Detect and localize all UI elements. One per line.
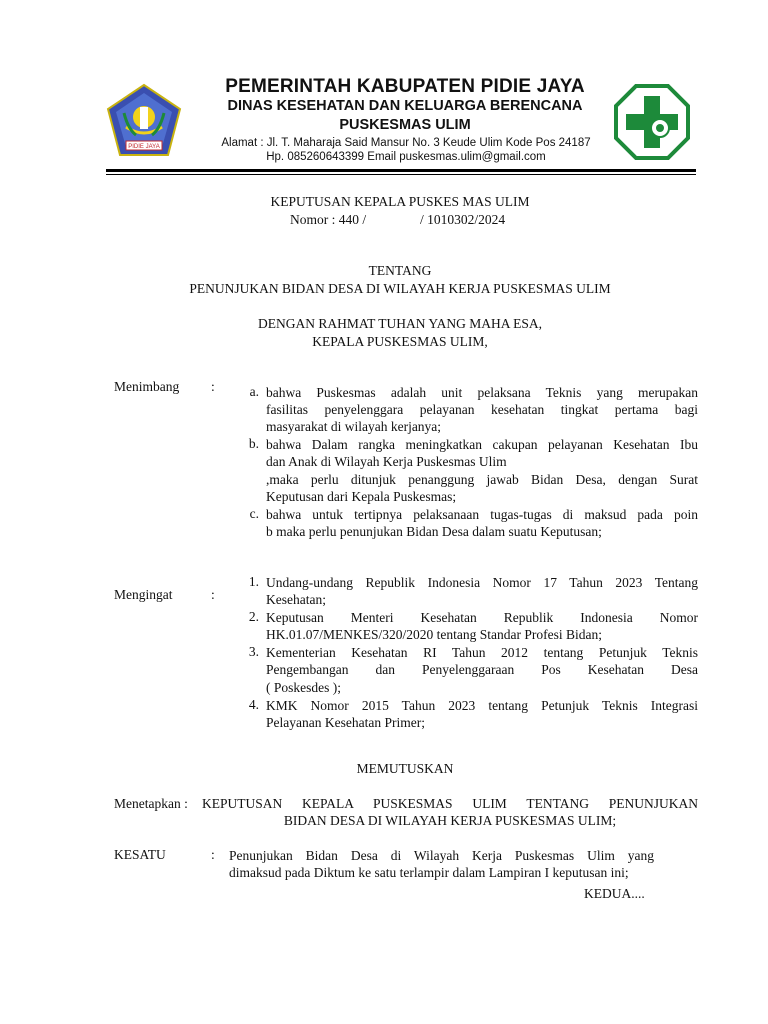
rahmat-line: DENGAN RAHMAT TUHAN YANG MAHA ESA, [257,316,542,331]
mengingat-3-line2: Pengembangan dan Penyelenggaraan Pos Kesehatan Desa [266,662,698,677]
menimbang-b-line3: ,maka perlu ditunjuk penanggung jawab Bidan Desa, dengan Surat [266,472,698,487]
menimbang-colon: : [211,379,215,394]
kesatu-line1: Penunjukan Bidan Desa di Wilayah Kerja Puskesmas Ulim yang [229,848,654,863]
decree-title: KEPUTUSAN KEPALA PUSKES MAS ULIM [270,194,530,209]
mengingat-3-line3: ( Poskesdes ); [266,680,341,695]
mengingat-label: Mengingat [114,587,173,602]
menimbang-a-line1: bahwa Puskesmas adalah unit pelaksana Teknis yang merupakan [266,385,698,400]
continuation-marker: KEDUA.... [584,886,645,901]
mengingat-2-line2: HK.01.07/MENKES/320/2020 tentang Standar Profesi Bidan; [266,627,602,642]
pidie-jaya-emblem-icon [106,83,182,159]
kop-puskesmas-name: PUSKESMAS ULIM [339,117,471,133]
decree-number-prefix: Nomor : 440 / [290,212,367,227]
kop-contact: Hp. 085260643399 Email puskesmas.ulim@gmail.com [266,151,546,163]
mengingat-1-line1: Undang-undang Republik Indonesia Nomor 17 Tahun 2023 Tentang [266,575,698,590]
decree-subject: PENUNJUKAN BIDAN DESA DI WILAYAH KERJA PUSKESMAS ULIM [189,281,611,296]
kesatu-colon: : [211,847,215,862]
mengingat-3-line1: Kementerian Kesehatan RI Tahun 2012 tentang Petunjuk Teknis [266,645,698,660]
menetapkan-line2: BIDAN DESA DI WILAYAH KERJA PUSKESMAS ULIM; [283,813,617,828]
kesatu-line2: dimaksud pada Diktum ke satu terlampir dalam Lampiran I keputusan ini; [229,865,629,880]
kop-government-name: PEMERINTAH KABUPATEN PIDIE JAYA [225,76,585,97]
menimbang-c-line2: b maka perlu penunjukan Bidan Desa dalam suatu Keputusan; [266,524,602,539]
kop-divider-thick [106,169,696,172]
menimbang-marker-b: b. [248,436,259,451]
mengingat-1-line2: Kesehatan; [266,592,326,607]
menimbang-c-line1: bahwa untuk tertipnya pelaksanaan tugas-tugas di maksud pada poin [266,507,698,522]
menimbang-marker-c: c. [249,506,259,521]
memutuskan-heading: MEMUTUSKAN [356,761,454,776]
menetapkan-line1: KEPUTUSAN KEPALA PUSKESMAS ULIM TENTANG PENUNJUKAN [202,796,698,811]
mengingat-marker-3: 3. [248,644,259,659]
menetapkan-label: Menetapkan : [114,796,192,811]
menimbang-b-line4: Keputusan dari Kepala Puskesmas; [266,489,457,504]
menimbang-b-line2: dan Anak di Wilayah Kerja Puskesmas Ulim [266,454,507,469]
kop-address: Alamat : Jl. T. Maharaja Said Mansur No. 3 Keude Ulim Kode Pos 24187 [221,137,591,149]
mengingat-4-line1: KMK Nomor 2015 Tahun 2023 tentang Petunjuk Teknis Integrasi [266,698,698,713]
menimbang-marker-a: a. [249,384,259,399]
mengingat-2-line1: Keputusan Menteri Kesehatan Republik Indonesia Nomor [266,610,698,625]
kesatu-label: KESATU [114,847,166,862]
tentang-heading: TENTANG [368,263,432,278]
menimbang-a-line3: masyarakat di wilayah kerjanya; [266,419,442,434]
puskesmas-cross-logo-icon [614,84,690,160]
kop-department-name: DINAS KESEHATAN DAN KELUARGA BERENCANA [227,98,583,114]
menimbang-b-line1: bahwa Dalam rangka meningkatkan cakupan pelayanan Kesehatan Ibu [266,437,698,452]
mengingat-marker-1: 1. [248,574,259,589]
mengingat-4-line2: Pelayanan Kesehatan Primer; [266,715,425,730]
menimbang-label: Menimbang [114,379,180,394]
emblem-text: PIDIE JAYA [128,144,160,150]
mengingat-marker-2: 2. [248,609,259,624]
decree-number-suffix: / 1010302/2024 [420,212,506,227]
kop-divider-thin [106,174,696,175]
mengingat-colon: : [211,587,215,602]
menimbang-a-line2: fasilitas penyelenggara pelayanan kesehatan tingkat pertama bagi [266,402,698,417]
kepala-line: KEPALA PUSKESMAS ULIM, [312,334,488,349]
mengingat-marker-4: 4. [248,697,259,712]
